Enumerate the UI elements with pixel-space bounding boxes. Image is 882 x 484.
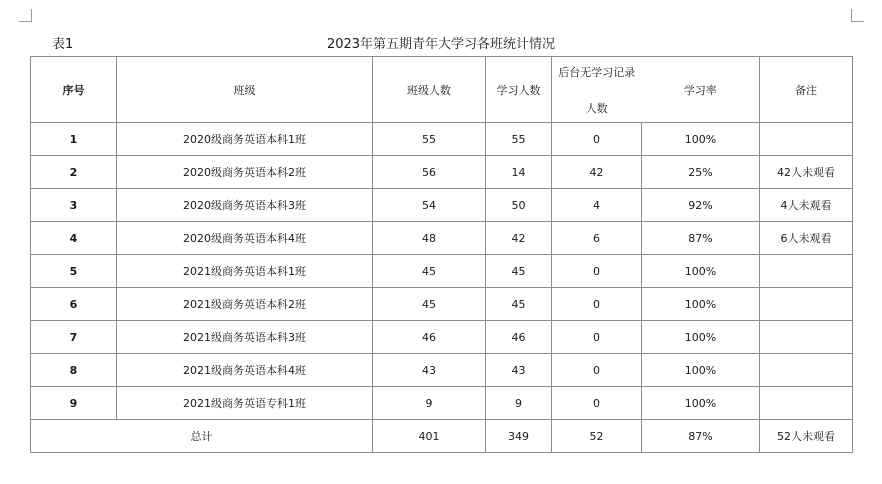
row-class: 2020级商务英语本科3班	[117, 189, 373, 222]
row-note	[760, 354, 853, 387]
row-index: 1	[31, 123, 117, 156]
header-row	[31, 57, 853, 123]
row-study-count: 45	[486, 288, 552, 321]
row-class-count: 9	[373, 387, 486, 420]
row-no-record: 0	[552, 354, 642, 387]
total-row	[31, 420, 853, 453]
row-index: 8	[31, 354, 117, 387]
row-class: 2021级商务英语本科3班	[117, 321, 373, 354]
page-corner-mark-top-right	[851, 9, 864, 22]
table-title: 2023年第五期青年大学习各班统计情况	[326, 37, 556, 52]
row-note	[760, 255, 853, 288]
total-study-count: 349	[486, 420, 552, 453]
row-class: 2020级商务英语本科2班	[117, 156, 373, 189]
row-note: 6人未观看	[760, 222, 853, 255]
header-note: 备注	[760, 57, 853, 123]
row-index: 4	[31, 222, 117, 255]
table-row	[31, 255, 853, 288]
row-class-count: 48	[373, 222, 486, 255]
total-note: 52人未观看	[760, 420, 853, 453]
table-body	[31, 123, 853, 453]
row-study-count: 14	[486, 156, 552, 189]
row-rate: 100%	[642, 123, 760, 156]
table-row	[31, 288, 853, 321]
row-no-record: 6	[552, 222, 642, 255]
row-index: 5	[31, 255, 117, 288]
row-rate: 100%	[642, 387, 760, 420]
header-study-count: 学习人数	[486, 57, 552, 123]
row-class-count: 43	[373, 354, 486, 387]
row-study-count: 50	[486, 189, 552, 222]
row-no-record: 0	[552, 288, 642, 321]
row-study-count: 45	[486, 255, 552, 288]
row-class-count: 56	[373, 156, 486, 189]
row-note: 4人未观看	[760, 189, 853, 222]
header-rate: 学习率	[642, 57, 760, 123]
statistics-table-container	[30, 56, 852, 453]
table-number: 表1	[52, 37, 74, 52]
row-class: 2021级商务英语本科1班	[117, 255, 373, 288]
row-class: 2021级商务英语本科2班	[117, 288, 373, 321]
header-no-record-line1: 后台无学习记录	[558, 65, 636, 79]
row-study-count: 43	[486, 354, 552, 387]
table-row	[31, 354, 853, 387]
table-row	[31, 156, 853, 189]
row-note	[760, 321, 853, 354]
table-row	[31, 222, 853, 255]
row-rate: 100%	[642, 321, 760, 354]
statistics-table	[30, 56, 853, 453]
row-rate: 92%	[642, 189, 760, 222]
row-study-count: 9	[486, 387, 552, 420]
row-class-count: 45	[373, 288, 486, 321]
row-index: 7	[31, 321, 117, 354]
row-class: 2020级商务英语本科4班	[117, 222, 373, 255]
table-row	[31, 123, 853, 156]
row-no-record: 42	[552, 156, 642, 189]
page-corner-mark-top-left	[19, 9, 32, 22]
header-no-record	[552, 57, 642, 123]
row-no-record: 0	[552, 255, 642, 288]
row-index: 2	[31, 156, 117, 189]
row-study-count: 55	[486, 123, 552, 156]
total-label: 总计	[31, 420, 373, 453]
total-no-record: 52	[552, 420, 642, 453]
header-index: 序号	[31, 57, 117, 123]
row-class-count: 54	[373, 189, 486, 222]
table-row	[31, 189, 853, 222]
total-rate: 87%	[642, 420, 760, 453]
row-no-record: 0	[552, 387, 642, 420]
row-index: 9	[31, 387, 117, 420]
header-no-record-line2: 人数	[585, 101, 608, 115]
row-note	[760, 288, 853, 321]
total-class-count: 401	[373, 420, 486, 453]
row-index: 3	[31, 189, 117, 222]
header-class-count: 班级人数	[373, 57, 486, 123]
row-rate: 25%	[642, 156, 760, 189]
row-note	[760, 387, 853, 420]
row-no-record: 0	[552, 123, 642, 156]
row-class-count: 55	[373, 123, 486, 156]
row-class: 2021级商务英语专科1班	[117, 387, 373, 420]
row-class: 2021级商务英语本科4班	[117, 354, 373, 387]
row-study-count: 46	[486, 321, 552, 354]
row-no-record: 4	[552, 189, 642, 222]
header-class: 班级	[117, 57, 373, 123]
row-class-count: 46	[373, 321, 486, 354]
row-no-record: 0	[552, 321, 642, 354]
row-rate: 100%	[642, 288, 760, 321]
table-row	[31, 387, 853, 420]
table-row	[31, 321, 853, 354]
row-rate: 100%	[642, 255, 760, 288]
row-index: 6	[31, 288, 117, 321]
row-rate: 100%	[642, 354, 760, 387]
row-note: 42人未观看	[760, 156, 853, 189]
row-note	[760, 123, 853, 156]
row-study-count: 42	[486, 222, 552, 255]
row-class-count: 45	[373, 255, 486, 288]
row-rate: 87%	[642, 222, 760, 255]
row-class: 2020级商务英语本科1班	[117, 123, 373, 156]
